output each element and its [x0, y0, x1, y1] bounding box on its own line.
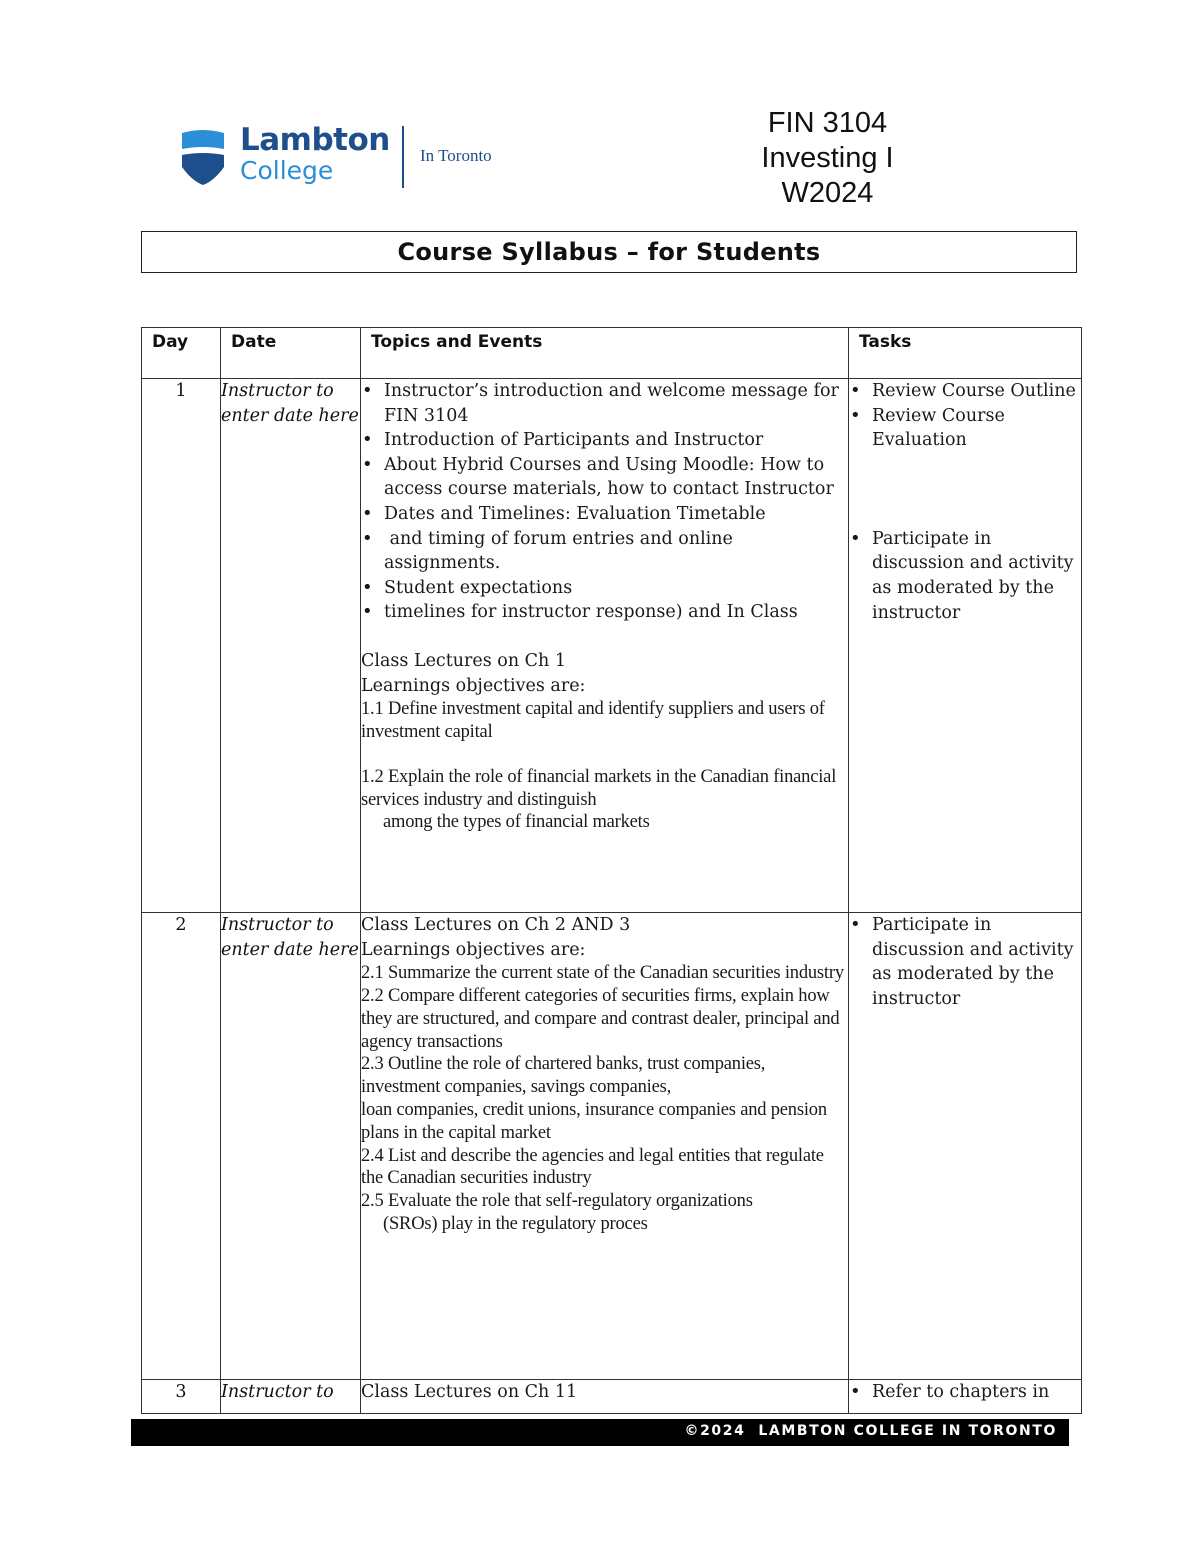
- objective-item: 2.2 Compare different categories of securities firms, explain how they are structured, and compare and contrast dealer, principal and agency transactions: [361, 985, 840, 1052]
- objective-item: 2.3 Outline the role of chartered banks, trust companies, investment companies, savings companies,: [361, 1054, 766, 1098]
- list-item: • Instructor’s introduction and welcome message for FIN 3104: [361, 379, 848, 428]
- day-number: 1: [142, 379, 221, 913]
- task-item: • Review Course Outline: [849, 379, 1081, 404]
- course-header: [720, 106, 935, 211]
- list-item: • Introduction of Participants and Instructor: [361, 428, 848, 453]
- page-title: Course Syllabus – for Students: [397, 238, 821, 266]
- date-cell: Instructor to: [221, 1380, 361, 1414]
- task-item: • Participate in discussion and activity as moderated by the instructor: [849, 913, 1081, 1011]
- header-topics: Topics and Events: [361, 328, 849, 379]
- list-item: • Student expectations: [361, 576, 848, 601]
- lecture-label: Class Lectures on Ch 1: [361, 650, 567, 671]
- day-number: 2: [142, 913, 221, 1380]
- topics-cell: [361, 379, 849, 913]
- tasks-cell: [849, 379, 1082, 913]
- lambton-college-logo: [180, 122, 510, 192]
- list-item: • timelines for instructor response) and In Class: [361, 600, 848, 625]
- header-date: Date: [221, 328, 361, 379]
- task-item: • Refer to chapters in: [849, 1380, 1081, 1405]
- task-item: • Review Course Evaluation: [849, 404, 1081, 453]
- logo-name-line2: College: [240, 156, 334, 185]
- course-name: Investing I: [761, 142, 894, 174]
- objective-item: 1.2 Explain the role of financial markets in the Canadian financial services industry and distinguish: [361, 766, 837, 810]
- objective-item: 2.4 List and describe the agencies and legal entities that regulate the Canadian securities industry: [361, 1145, 824, 1189]
- footer-copyright: ©2024 LAMBTON COLLEGE IN TORONTO: [684, 1423, 1057, 1439]
- table-row: [142, 379, 1082, 913]
- lambton-shield-icon: [180, 127, 226, 185]
- list-item: • Dates and Timelines: Evaluation Timetable: [361, 502, 848, 527]
- objective-item: (SROs) play in the regulatory proces: [383, 1213, 648, 1234]
- table-row: [142, 1380, 1082, 1414]
- lecture-label: Class Lectures on Ch 11: [361, 1382, 578, 1402]
- tasks-cell: [849, 913, 1082, 1380]
- footer-bar: [131, 1419, 1069, 1446]
- objectives-label: Learnings objectives are:: [361, 939, 586, 960]
- course-term: W2024: [781, 177, 874, 209]
- tasks-list: [849, 379, 1081, 625]
- objective-item: 2.1 Summarize the current state of the Canadian securities industry: [361, 963, 844, 984]
- objective-item: 1.1 Define investment capital and identify suppliers and users of investment capital: [361, 699, 825, 742]
- objective-item: loan companies, credit unions, insurance companies and pension plans in the capital market: [361, 1099, 827, 1143]
- table-row: [142, 913, 1082, 1380]
- header-tasks: Tasks: [849, 328, 1082, 379]
- objectives-label: Learnings objectives are:: [361, 675, 586, 696]
- tasks-list: [849, 913, 1081, 1011]
- logo-name-line1: Lambton: [240, 122, 390, 158]
- header-day: Day: [142, 328, 221, 379]
- topics-list: [361, 379, 848, 625]
- day-number: 3: [142, 1380, 221, 1414]
- task-item: • Participate in discussion and activity as moderated by the instructor: [849, 527, 1081, 625]
- list-item: • About Hybrid Courses and Using Moodle: How to access course materials, how to contact Instructor: [361, 453, 848, 502]
- table-header-row: [142, 328, 1082, 379]
- logo-divider: [402, 126, 404, 188]
- objective-item: among the types of financial markets: [383, 812, 650, 833]
- course-code: FIN 3104: [767, 107, 888, 139]
- tasks-cell: [849, 1380, 1082, 1414]
- list-item: • and timing of forum entries and online assignments.: [361, 527, 848, 576]
- syllabus-title-box: [141, 231, 1077, 273]
- date-cell: Instructor to enter date here: [221, 913, 361, 1380]
- logo-campus: In Toronto: [420, 146, 492, 165]
- lecture-label: Class Lectures on Ch 2 AND 3: [361, 915, 631, 935]
- objective-item: 2.5 Evaluate the role that self-regulatory organizations: [361, 1191, 753, 1212]
- date-cell: Instructor to enter date here: [221, 379, 361, 913]
- schedule-table: [141, 327, 1082, 1414]
- tasks-list: [849, 1380, 1081, 1405]
- topics-cell: [361, 913, 849, 1380]
- topics-cell: [361, 1380, 849, 1414]
